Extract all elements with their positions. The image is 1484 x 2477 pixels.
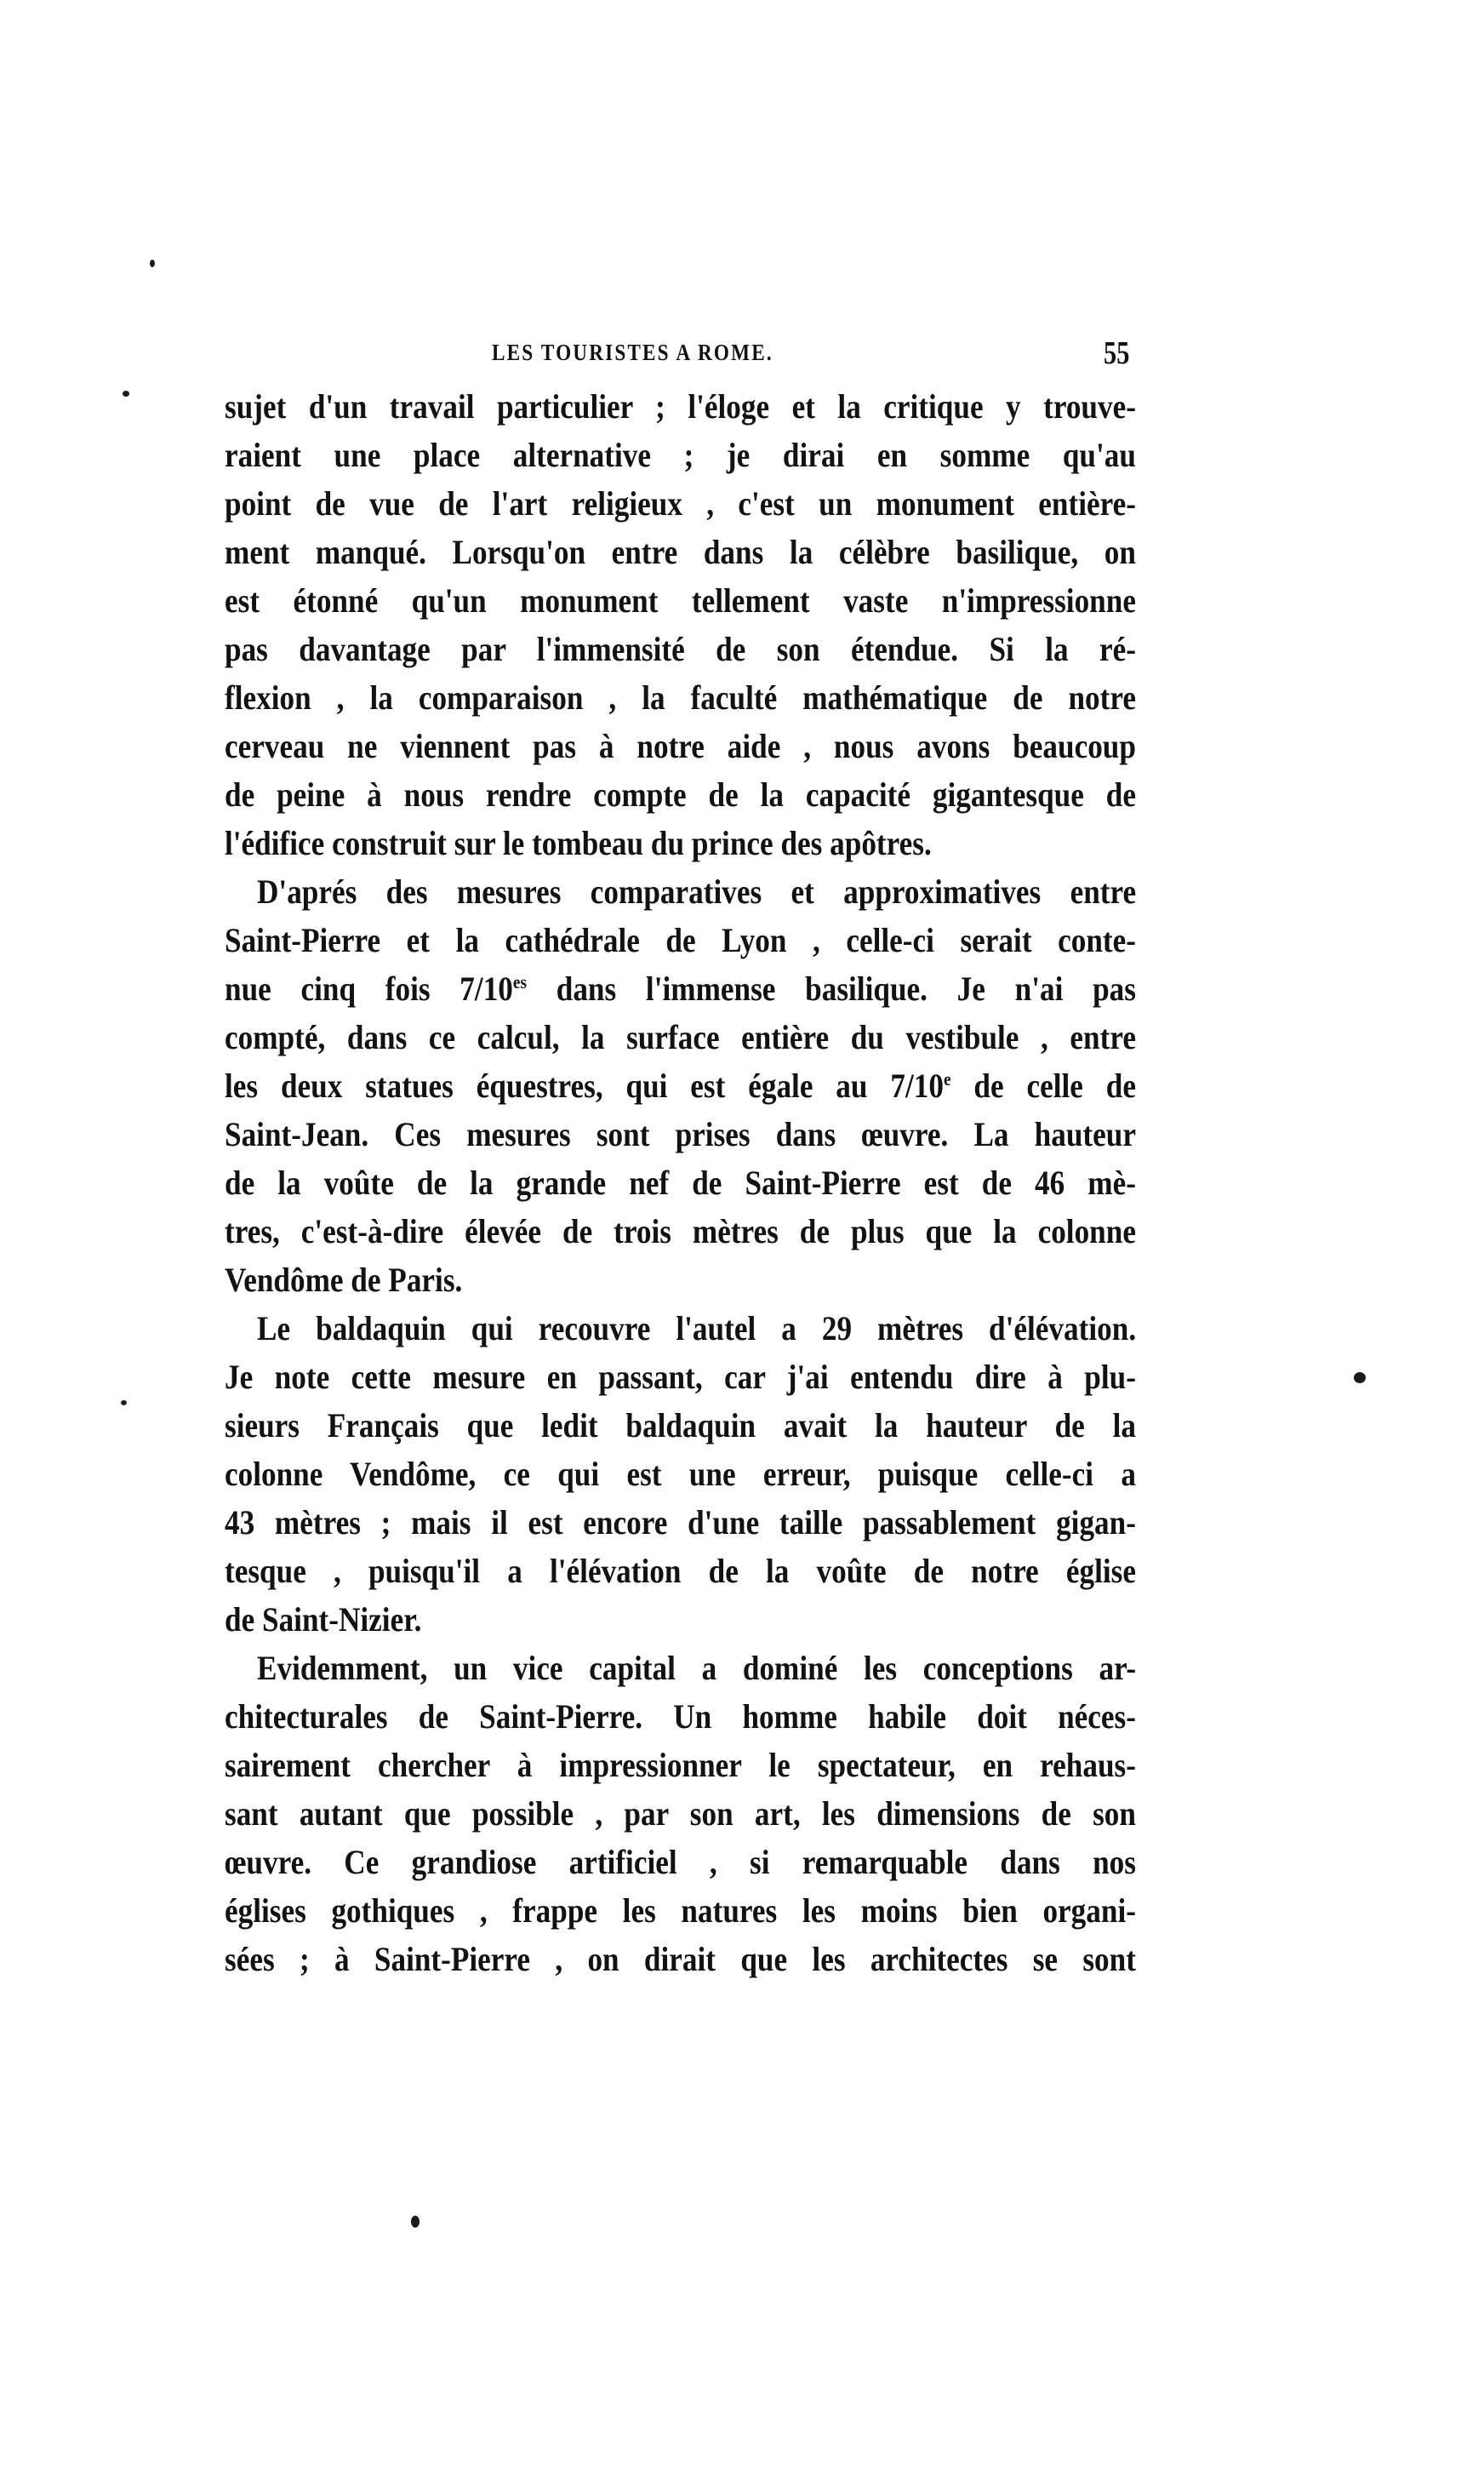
text-line: Saint-Pierre et la cathédrale de Lyon , celle-ci serait conte- bbox=[225, 921, 1136, 959]
text-line: 43 mètres ; mais il est encore d'une taille passablement gigan- bbox=[225, 1503, 1136, 1542]
superscript: es bbox=[512, 971, 528, 993]
ink-speck bbox=[1354, 1372, 1366, 1383]
text-line: cerveau ne viennent pas à notre aide , nous avons beaucoup bbox=[225, 727, 1136, 765]
text-line: est étonné qu'un monument tellement vaste n'impressionne bbox=[225, 581, 1136, 620]
text-line: de peine à nous rendre compte de la capacité gigantesque de bbox=[225, 775, 1136, 814]
text-line: sées ; à Saint-Pierre , on dirait que les architectes se sont bbox=[225, 1940, 1136, 1978]
text-line: colonne Vendôme, ce qui est une erreur, puisque celle-ci a bbox=[225, 1455, 1136, 1493]
text-line: de Saint-Nizier. bbox=[225, 1600, 422, 1639]
superscript: e bbox=[943, 1068, 951, 1090]
text-line: chitecturales de Saint-Pierre. Un homme habile doit néces- bbox=[225, 1697, 1136, 1736]
text-line: de la voûte de la grande nef de Saint-Pierre est de 46 mè- bbox=[225, 1164, 1136, 1202]
text-line: sujet d'un travail particulier ; l'éloge et la critique y trouve- bbox=[225, 387, 1136, 426]
ink-speck bbox=[123, 391, 129, 397]
text-line: pas davantage par l'immensité de son étendue. Si la ré- bbox=[225, 630, 1136, 668]
text-line: églises gothiques , frappe les natures les moins bien organi- bbox=[225, 1891, 1136, 1930]
page-number: 55 bbox=[1104, 335, 1130, 371]
text-line: sairement chercher à impressionner le spectateur, en rehaus- bbox=[225, 1746, 1136, 1784]
text-line: point de vue de l'art religieux , c'est un monument entière- bbox=[225, 484, 1136, 523]
text-line: Vendôme de Paris. bbox=[225, 1261, 463, 1299]
text-line: sieurs Français que ledit baldaquin avait la hauteur de la bbox=[225, 1406, 1136, 1444]
text-line: tres, c'est-à-dire élevée de trois mètres de plus que la colonne bbox=[225, 1212, 1136, 1250]
text-line: sant autant que possible , par son art, les dimensions de son bbox=[225, 1794, 1136, 1833]
text-line: raient une place alternative ; je dirai en somme qu'au bbox=[225, 436, 1136, 474]
ink-speck bbox=[411, 2216, 420, 2228]
ink-speck bbox=[150, 260, 155, 267]
text-line: ment manqué. Lorsqu'on entre dans la célèbre basilique, on bbox=[225, 533, 1136, 571]
text-line: l'édifice construit sur le tombeau du prince des apôtres. bbox=[225, 824, 932, 862]
text-line: Evidemment, un vice capital a dominé les conceptions ar- bbox=[257, 1649, 1137, 1687]
text-line: D'aprés des mesures comparatives et approximatives entre bbox=[257, 872, 1137, 911]
text-line: Le baldaquin qui recouvre l'autel a 29 mètres d'élévation. bbox=[257, 1309, 1137, 1347]
text-line: flexion , la comparaison , la faculté mathématique de notre bbox=[225, 678, 1136, 717]
text-line: œuvre. Ce grandiose artificiel , si remarquable dans nos bbox=[225, 1843, 1136, 1881]
ink-speck bbox=[121, 1400, 127, 1405]
text-line: nue cinq fois $7/10^{es}$ dans l'immense basilique. Je n'ai pas bbox=[225, 970, 1136, 1008]
text-line: Saint-Jean. Ces mesures sont prises dans œuvre. La hauteur bbox=[225, 1115, 1136, 1153]
text-line: Je note cette mesure en passant, car j'ai entendu dire à plu- bbox=[225, 1358, 1136, 1396]
text-line: les deux statues équestres, qui est égale au 7/10e de celle de bbox=[225, 1067, 1136, 1105]
text-line: compté, dans ce calcul, la surface entière du vestibule , entre bbox=[225, 1018, 1136, 1056]
running-head-title: LES TOURISTES A ROME. bbox=[492, 340, 773, 365]
text-line: tesque , puisqu'il a l'élévation de la voûte de notre église bbox=[225, 1552, 1136, 1590]
